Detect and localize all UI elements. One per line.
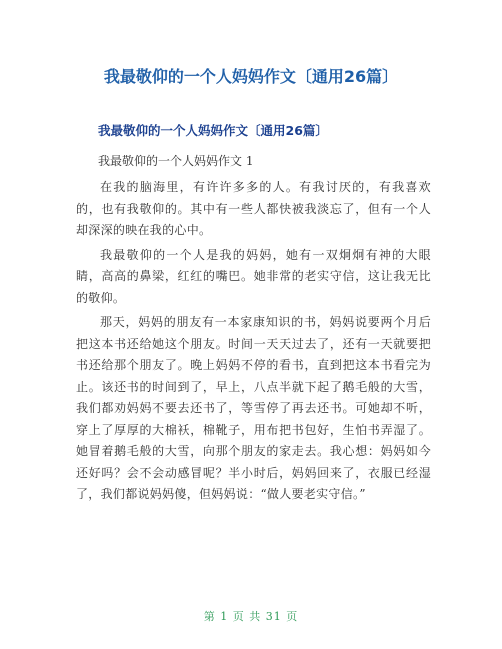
essay-title: 我最敬仰的一个人妈妈作文 1 xyxy=(98,154,254,168)
paragraph: 在我的脑海里，有许许多多的人。有我讨厌的，有我喜欢的，也有我敬仰的。其中有一些人都快被我淡忘了，但有一个人却深深的映在我的心中。 xyxy=(76,180,431,237)
essay-body xyxy=(76,177,431,509)
paragraph: 那天，妈妈的朋友有一本家康知识的书，妈妈说要两个月后把这本书还给她这个朋友。时间一天天过去了，还有一天就要把书还给那个朋友了。晚上妈妈不停的看书，直到把这本书看完为止。该还书的时间到了，早上，八点半就下起了鹅毛般的大雪，我们都劝妈妈不要去还书了，等雪停了再去还书。可她却不听，穿上了厚厚的大棉袄，棉靴子，用布把书包好，生怕书弄湿了。她冒着鹅毛般的大雪，向那个朋友的家走去。我心想：妈妈如今还好吗？会不会动感冒呢？半小时后，妈妈回来了，衣服已经湿了，我们都说妈妈傻，但妈妈说：“做人要老实守信。” xyxy=(76,315,431,501)
page-footer: 第 1 页 共 31 页 xyxy=(203,610,299,623)
document-title: 我最敬仰的一个人妈妈作文〔通用26篇〕 xyxy=(103,67,399,86)
paragraph: 我最敬仰的一个人是我的妈妈，她有一双炯炯有神的大眼睛，高高的鼻梁，红红的嘴巴。她非常的老实守信，这让我无比的敬仰。 xyxy=(76,247,431,305)
section-heading: 我最敬仰的一个人妈妈作文〔通用26篇〕 xyxy=(98,123,328,138)
